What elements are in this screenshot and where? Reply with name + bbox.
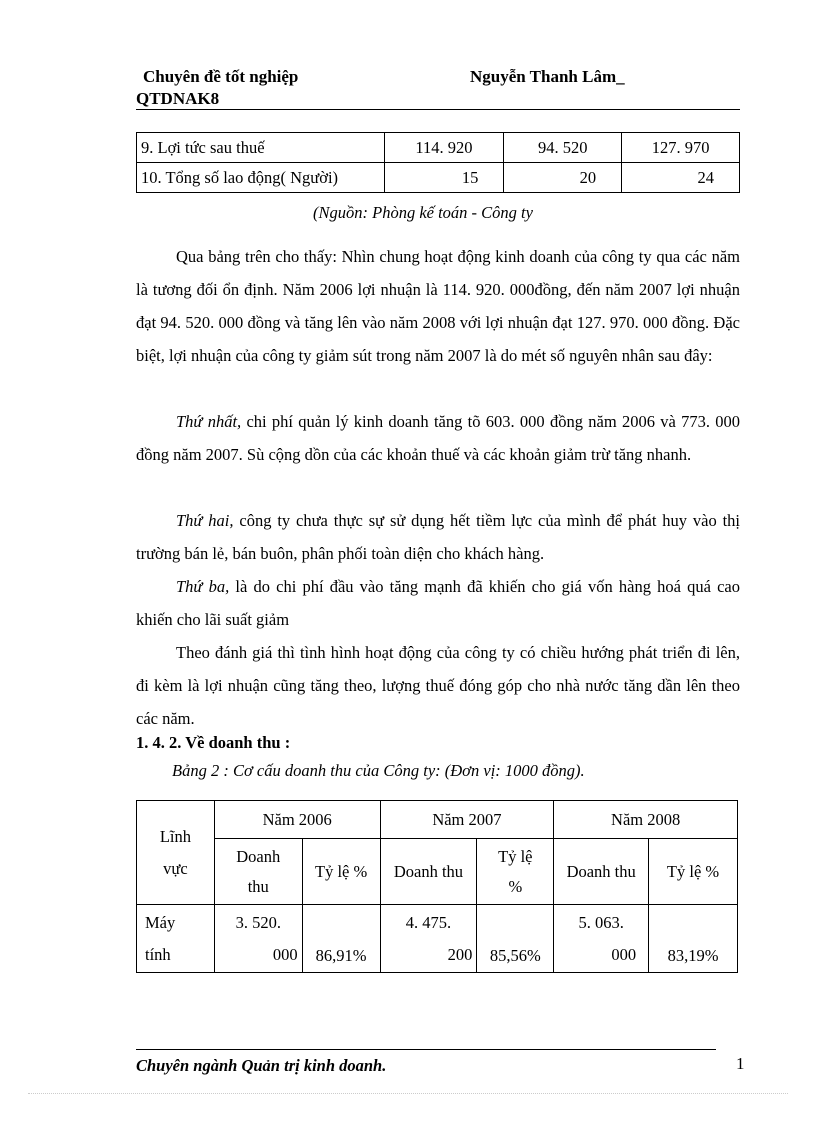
row-revenue-2007-line2: 200 [447,944,473,964]
first-reason-text: chi phí quản lý kinh doanh tăng tõ 603. 000 đồng năm 2006 và 773. 000 đồng năm 2007. Sù cộng dồn của các khoản thuế và các khoản giảm trừ tăng nhanh. [136,412,740,464]
header-revenue-2007: Doanh thu [380,839,477,905]
paragraph-assessment: Theo đánh giá thì tình hình hoạt động của công ty có chiều hướng phát triển đi lên, đi kèm là lợi nhuận cũng tăng theo, lượng thuế đóng góp cho nhà nước tăng dần lên theo các năm. [136,643,740,728]
row-revenue-2006-line1: 3. 520. [235,912,281,932]
row-ratio-2007: 85,56% [477,905,554,973]
row-revenue-2007 [380,905,477,973]
paragraph-first-reason [136,405,740,471]
header-field-line1: Lĩnh [159,826,191,846]
third-reason-text: là do chi phí đầu vào tăng mạnh đã khiến cho giá vốn hàng hoá quá cao khiến cho lãi suất giảm [136,577,740,629]
row-field [137,905,215,973]
header-ratio-2006: Tỷ lệ % [302,839,380,905]
table-row [137,905,738,973]
table-row [137,801,738,839]
header-revenue-2006-line2: thu [247,876,269,896]
header-revenue-2006-line1: Doanh [236,846,281,866]
row-revenue-2007-line1: 4. 475. [405,912,452,932]
row-revenue-2006-line2: 000 [272,944,298,964]
row-ratio-2006: 86,91% [302,905,380,973]
row-revenue-2006 [214,905,302,973]
header-ratio-2008: Tỷ lệ % [649,839,738,905]
header-field-line2: vực [163,858,188,878]
row-label: 9. Lợi tức sau thuế [137,133,385,163]
paragraph-second-reason [136,504,740,570]
cell-2007: 94. 520 [504,133,622,163]
second-reason-text: công ty chưa thực sự sử dụng hết tiềm lực của mình để phát huy vào thị trường bán lẻ, bán buôn, phân phối toàn diện cho khách hàng. [136,511,741,563]
cell-2008: 127. 970 [622,133,740,163]
header-ratio-2007-line1: Tỷ lệ [498,846,533,866]
row-revenue-2008 [554,905,649,973]
row-label: 10. Tổng số lao động( Người) [137,163,385,193]
second-reason-lead: Thứ hai, [176,511,234,530]
table-row [137,839,738,905]
header-rule [136,109,740,110]
source-note: (Nguồn: Phòng kế toán - Công ty [313,203,533,222]
page-number: 1 [736,1054,745,1073]
footer-rule [136,1049,716,1050]
header-field [137,801,215,905]
profit-table [136,132,740,193]
row-field-line1: Máy [145,912,176,932]
table-row [137,133,740,163]
cell-2006: 114. 920 [384,133,504,163]
header-revenue-2008: Doanh thu [554,839,649,905]
first-reason-lead: Thứ nhất, [176,412,242,431]
table-caption: Bảng 2 : Cơ cấu doanh thu của Công ty: (Đơn vị: 1000 đồng). [172,761,585,780]
table-row [137,163,740,193]
paragraph-summary: Qua bảng trên cho thấy: Nhìn chung hoạt động kinh doanh của công ty qua các năm là tương đối ổn định. Năm 2006 lợi nhuận là 114. 920. 000đồng, đến năm 2007 lợi nhuận đạt 94. 520. 000 đồng và tăng lên vào năm 2008 với lợi nhuận đạt 127. 970. 000 đồng. Đặc biệt, lợi nhuận của công ty giảm sút trong năm 2007 là do mét số nguyên nhân sau đây: [136,247,740,365]
page-bottom-guide [28,1093,788,1094]
row-revenue-2008-line1: 5. 063. [578,912,624,932]
header-year-2006: Năm 2006 [214,801,380,839]
cell-2006: 15 [384,163,504,193]
revenue-structure-table [136,800,738,973]
header-author: Nguyễn Thanh Lâm_ [470,67,625,86]
paragraph-third-reason [136,570,740,636]
cell-2008: 24 [622,163,740,193]
header-year-2007: Năm 2007 [380,801,554,839]
row-field-line2: tính [145,944,171,964]
row-ratio-2008: 83,19% [649,905,738,973]
header-left-line2: QTDNAK8 [136,89,220,108]
header-year-2008: Năm 2008 [554,801,738,839]
header-ratio-2007 [477,839,554,905]
header-ratio-2007-line2: % [508,876,523,896]
row-revenue-2008-line2: 000 [611,944,637,964]
header-left-line1: Chuyên đề tốt nghiệp [143,67,299,86]
footer-text: Chuyên ngành Quản trị kinh doanh. [136,1056,387,1075]
header-revenue-2006 [214,839,302,905]
third-reason-lead: Thứ ba, [176,577,230,596]
section-heading: 1. 4. 2. Về doanh thu : [136,733,291,752]
cell-2007: 20 [504,163,622,193]
